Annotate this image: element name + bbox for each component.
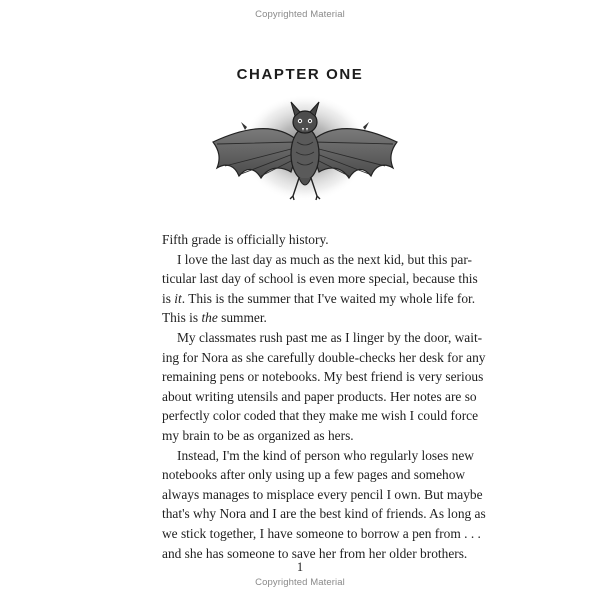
text-line: and she has someone to save her from her older brothers. xyxy=(162,545,468,561)
text-line: My classmates rush past me as I linger by the door, wait- xyxy=(177,329,483,345)
copyright-footer: Copyrighted Material xyxy=(255,577,345,588)
bat-body xyxy=(291,128,319,180)
chapter-title: CHAPTER ONE xyxy=(236,66,364,83)
text-line: always manages to misplace every pencil I own. But maybe xyxy=(162,486,483,502)
text-line: remaining pens or notebooks. My best friend is very serious xyxy=(162,369,484,385)
text-line: ticular last day of school is even more special, because this xyxy=(162,271,478,287)
text-line: I love the last day as much as the next kid, but this par- xyxy=(177,251,472,267)
text-line: about writing utensils and paper products. Her notes are so xyxy=(162,388,477,404)
text-line: perfectly color coded that they make me wish I could force xyxy=(162,408,479,424)
text-line: Fifth grade is officially history. xyxy=(162,232,329,247)
text-line: my brain to be as organized as hers. xyxy=(162,427,354,443)
copyright-header: Copyrighted Material xyxy=(255,9,345,20)
text-line: Instead, I'm the kind of person who regularly loses new xyxy=(177,447,474,463)
text-line: ing for Nora as she carefully double-checks her desk for any xyxy=(162,349,486,365)
text-line: we stick together, I have someone to borrow a pen from . . . xyxy=(162,525,481,541)
text-line: is it. This is the summer that I've waited my whole life for. xyxy=(162,290,476,306)
text-line: This is the summer. xyxy=(162,310,267,326)
text-line: notebooks after only using up a few pages and somehow xyxy=(162,467,466,483)
text-line: that's why Nora and I are the best kind of friends. As long as xyxy=(162,506,486,522)
page-number: 1 xyxy=(296,560,304,574)
bat-illustration xyxy=(205,92,405,210)
chapter-body xyxy=(162,230,486,563)
